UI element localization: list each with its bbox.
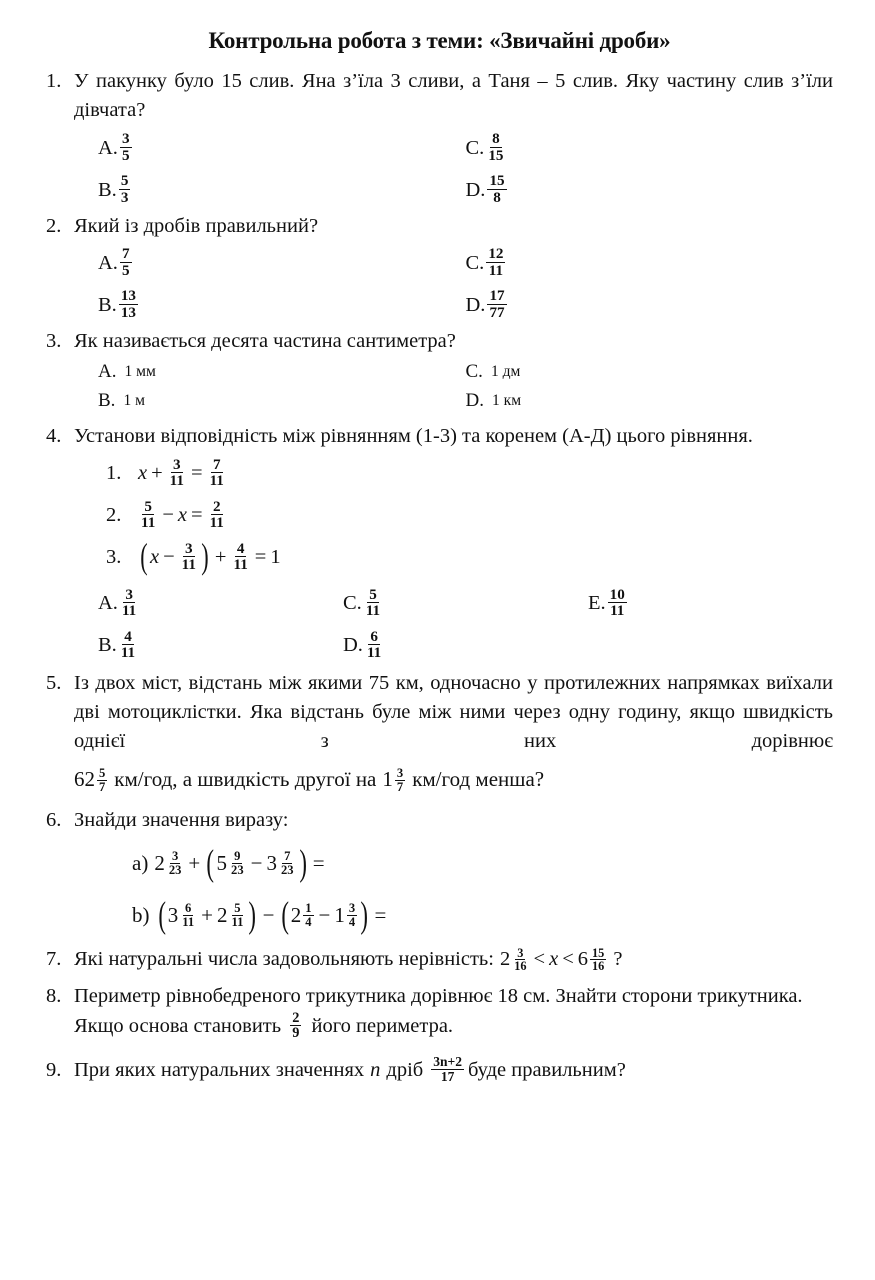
option-e[interactable] — [588, 583, 833, 625]
mixed-whole: 3 — [266, 850, 277, 875]
option-a-letter: A. — [98, 137, 118, 160]
question-2 — [46, 212, 833, 241]
left-paren: ( — [206, 841, 215, 883]
fraction-numerator: 5 — [234, 900, 241, 915]
question-7-body — [74, 945, 833, 974]
fraction-denominator: 23 — [231, 862, 244, 877]
fraction-numerator: 7 — [212, 455, 221, 473]
option-d-fraction — [487, 173, 506, 206]
term-3 — [291, 902, 315, 929]
option-b-letter: B. — [98, 179, 117, 202]
fraction-denominator: 23 — [168, 862, 182, 877]
fraction-denominator: 15 — [488, 146, 504, 164]
question-7-number: 7. — [46, 948, 62, 971]
fraction-numerator: 7 — [284, 848, 291, 863]
mixed-fraction — [347, 902, 357, 929]
fraction-numerator: 3 — [396, 765, 404, 780]
question-6-number: 6. — [46, 809, 62, 832]
fraction-numerator: 8 — [492, 130, 500, 148]
question-8-fraction — [290, 1011, 301, 1042]
question-3-number: 3. — [46, 329, 62, 352]
fraction-denominator: 11 — [169, 472, 184, 490]
operator-1: + — [201, 902, 213, 927]
fraction-denominator: 11 — [233, 556, 248, 574]
option-a-fraction — [120, 246, 132, 279]
fraction-denominator: 23 — [280, 862, 294, 877]
expression-a-label: a) — [132, 850, 149, 875]
equation-3-equals: = — [254, 546, 267, 569]
fraction-numerator: 3 — [171, 848, 179, 863]
mixed-whole: 5 — [216, 850, 228, 875]
fraction-numerator: 6 — [185, 900, 192, 915]
mixed-whole: 6 — [577, 948, 589, 971]
fraction-denominator: 7 — [396, 779, 404, 794]
expression-a — [132, 837, 833, 889]
option-d-fraction — [365, 629, 383, 662]
question-4-options — [98, 583, 833, 667]
option-c-letter: C. — [465, 361, 483, 383]
question-8-text: Периметр рівнобедреного трикутника дорівнює 18 см. Знайти сторони трикутника. Якщо основа становить — [74, 985, 803, 1037]
equation-3-rhs-value: 1 — [270, 546, 281, 569]
mixed-whole: 2 — [290, 902, 302, 927]
option-a-value: 1 мм — [124, 363, 156, 381]
option-b-letter: B. — [98, 294, 117, 317]
fraction-denominator: 16 — [592, 959, 605, 974]
question-9-text: При яких натуральних значеннях — [74, 1059, 365, 1082]
fraction-numerator: 2 — [292, 1009, 300, 1026]
fraction-numerator: 15 — [489, 172, 505, 190]
speed-second — [382, 765, 406, 795]
expression-b-equals: = — [374, 902, 387, 927]
question-5-text: Із двох міст, відстань між якими 75 км, одночасно у протилежних напрямках виїхали дві мотоциклістки. Яка відстань буле між ними через одну годину, якщо швидкість однієї з них дорівнює — [74, 671, 833, 753]
option-c[interactable] — [343, 583, 588, 625]
equation-1-operator: + — [151, 462, 163, 485]
mixed-fraction — [229, 850, 246, 877]
fraction-numerator: 3n+2 — [433, 1054, 462, 1070]
fraction-denominator: 3 — [120, 188, 129, 206]
equation-1-rhs-fraction — [208, 457, 226, 490]
fraction-denominator: 11 — [121, 602, 137, 620]
option-b-fraction — [119, 288, 138, 321]
option-d[interactable] — [343, 625, 588, 667]
question-6-text: Знайди значення виразу: — [74, 809, 289, 832]
question-8-body — [74, 982, 833, 1042]
equation-2-lhs-fraction — [139, 499, 157, 532]
mixed-whole: 62 — [74, 767, 95, 792]
option-b[interactable] — [98, 285, 466, 327]
question-7-text: Які натуральні числа задовольняють нерівність: — [74, 948, 494, 971]
expression-b — [132, 889, 833, 941]
option-a[interactable] — [98, 128, 466, 170]
fraction-denominator: 5 — [121, 146, 130, 164]
fraction-numerator: 7 — [121, 245, 130, 263]
left-paren: ( — [140, 536, 148, 577]
fraction-numerator: 6 — [370, 627, 378, 645]
fraction-denominator: 9 — [292, 1025, 300, 1042]
option-c[interactable] — [466, 128, 834, 170]
fraction-numerator: 1 — [305, 900, 312, 915]
mixed-whole: 2 — [154, 850, 165, 875]
fraction-denominator: 7 — [99, 779, 106, 794]
fraction-denominator: 11 — [209, 472, 224, 490]
mixed-fraction — [180, 902, 196, 929]
relation-1: < — [533, 948, 546, 971]
fraction-numerator: 15 — [592, 945, 605, 960]
question-9-variable: n — [370, 1059, 381, 1082]
equation-2 — [106, 495, 833, 537]
question-7-variable: x — [549, 948, 559, 971]
fraction-numerator: 2 — [212, 497, 221, 515]
question-8-text-after: його периметра. — [311, 1014, 454, 1037]
option-c[interactable] — [466, 243, 834, 285]
fraction-denominator: 77 — [489, 304, 505, 322]
fraction-numerator: 5 — [99, 765, 106, 780]
upper-bound — [578, 945, 608, 974]
mixed-fraction — [395, 767, 405, 794]
option-d-letter: D. — [465, 294, 486, 317]
question-4-equations — [106, 453, 833, 579]
mixed-whole: 3 — [167, 902, 179, 927]
fraction-numerator: 3 — [125, 585, 133, 603]
fraction-numerator: 3 — [517, 945, 524, 960]
equation-1-variable: x — [138, 462, 148, 485]
mixed-whole: 2 — [217, 902, 228, 927]
option-b-fraction — [119, 173, 131, 206]
option-a[interactable] — [98, 358, 466, 387]
option-d-value: 1 км — [491, 392, 522, 410]
fraction-numerator: 3 — [121, 130, 130, 148]
fraction-denominator: 11 — [231, 914, 244, 929]
operator-2: − — [318, 902, 331, 927]
question-4-number: 4. — [46, 424, 62, 447]
term-2 — [217, 850, 247, 877]
question-5-text-mid: км/год, а швидкість другої на — [114, 767, 377, 792]
expression-a-equals: = — [312, 850, 325, 875]
question-2-options — [98, 243, 833, 327]
equation-1-lhs-fraction — [168, 457, 186, 490]
question-3 — [46, 327, 833, 356]
fraction-denominator: 11 — [120, 644, 136, 662]
equation-1-label: 1. — [106, 462, 122, 485]
option-d-fraction — [487, 288, 506, 321]
mixed-fraction — [590, 947, 606, 974]
question-9-text-after: буде правильним? — [467, 1059, 626, 1082]
right-paren: ) — [298, 841, 307, 883]
option-b-letter: B. — [98, 634, 117, 657]
page-title: Контрольна робота з теми: «Звичайні дроби» — [208, 28, 671, 53]
relation-2: < — [562, 948, 574, 971]
equation-3-outer-fraction — [231, 541, 249, 574]
option-b[interactable] — [98, 170, 466, 212]
mixed-whole: 1 — [382, 767, 393, 792]
option-placeholder — [588, 625, 833, 667]
option-d[interactable] — [466, 285, 834, 327]
question-6 — [46, 806, 833, 835]
question-5-text-end: км/год менша? — [412, 767, 545, 792]
question-6-expressions — [132, 837, 833, 941]
option-d[interactable] — [466, 170, 834, 212]
fraction-denominator: 16 — [514, 959, 527, 974]
option-d[interactable] — [466, 387, 834, 416]
question-7-text-after: ? — [613, 948, 623, 971]
option-c-fraction — [486, 131, 505, 164]
operator-1: + — [188, 850, 201, 875]
option-c[interactable] — [466, 358, 834, 387]
mixed-fraction — [167, 850, 184, 877]
mixed-fraction — [512, 947, 528, 974]
option-c-fraction — [486, 246, 505, 279]
equation-3-inner-operator: − — [163, 546, 175, 569]
term-4 — [334, 902, 358, 929]
question-2-number: 2. — [46, 214, 62, 237]
right-paren-1: ) — [248, 893, 257, 935]
fraction-denominator: 8 — [493, 188, 501, 206]
option-e-letter: E. — [588, 592, 606, 615]
speed-first — [74, 765, 108, 795]
fraction-numerator: 12 — [488, 245, 504, 263]
option-a[interactable] — [98, 583, 343, 625]
equation-1 — [106, 453, 833, 495]
fraction-denominator: 4 — [305, 914, 312, 929]
fraction-denominator: 11 — [141, 514, 156, 532]
fraction-numerator: 3 — [348, 900, 356, 915]
option-a-fraction — [120, 587, 138, 620]
operator-2: − — [250, 850, 263, 875]
fraction-numerator: 4 — [124, 627, 132, 645]
right-paren: ) — [201, 536, 209, 577]
question-5-body — [74, 669, 833, 804]
option-a-letter: A. — [98, 592, 118, 615]
fraction-denominator: 11 — [366, 644, 382, 662]
question-3-text: Як називається десята частина сантиметра? — [74, 329, 456, 352]
fraction-denominator: 11 — [610, 602, 625, 620]
fraction-denominator: 13 — [120, 304, 136, 322]
mixed-fraction — [303, 902, 313, 929]
question-5 — [46, 669, 833, 804]
question-9-fraction — [431, 1055, 464, 1084]
question-9-body — [74, 1056, 833, 1085]
option-e-fraction — [608, 587, 627, 620]
fraction-numerator: 5 — [120, 172, 129, 190]
question-4-text: Установи відповідність між рівнянням (1-3) та коренем (А-Д) цього рівняння. — [74, 424, 753, 447]
mixed-whole: 1 — [334, 902, 345, 927]
option-d-letter: D. — [465, 390, 484, 412]
equation-3-inner-fraction — [180, 541, 198, 574]
question-8 — [46, 982, 833, 1042]
fraction-numerator: 3 — [185, 539, 193, 557]
question-1-text: У пакунку було 15 слив. Яна з’їла 3 сливи, а Таня – 5 слив. Яку частину слив з’їли дівчата? — [74, 70, 833, 122]
mixed-whole: 2 — [499, 948, 511, 971]
option-d-letter: D. — [343, 634, 363, 657]
option-d-letter: D. — [465, 179, 486, 202]
question-1-number: 1. — [46, 70, 62, 93]
question-9-text-mid: дріб — [386, 1059, 424, 1082]
question-1 — [46, 67, 833, 125]
question-9 — [46, 1056, 833, 1085]
fraction-denominator: 11 — [488, 262, 504, 280]
equation-3 — [106, 537, 833, 579]
question-5-number: 5. — [46, 671, 62, 694]
option-a-letter: A. — [98, 361, 117, 383]
question-2-text: Який із дробів правильний? — [74, 214, 319, 237]
question-1-options — [98, 128, 833, 212]
fraction-numerator: 13 — [120, 287, 136, 305]
mixed-fraction — [97, 767, 107, 794]
operator-middle: − — [262, 902, 275, 927]
fraction-numerator: 17 — [489, 287, 505, 305]
fraction-numerator: 3 — [173, 455, 181, 473]
equation-3-outer-operator: + — [214, 546, 227, 569]
option-c-letter: C. — [465, 137, 485, 160]
option-b-value: 1 м — [123, 392, 145, 410]
equation-2-rhs-fraction — [208, 499, 226, 532]
option-a-letter: A. — [98, 252, 118, 275]
fraction-denominator: 4 — [348, 914, 356, 929]
equation-2-operator: − — [162, 504, 174, 527]
fraction-numerator: 5 — [369, 585, 377, 603]
option-b[interactable] — [98, 625, 343, 667]
option-c-value: 1 дм — [490, 363, 521, 381]
equation-1-equals: = — [191, 462, 203, 485]
left-paren-2: ( — [280, 893, 289, 935]
fraction-denominator: 11 — [182, 914, 195, 929]
right-paren-2: ) — [360, 893, 369, 935]
question-5-speed-line — [74, 756, 833, 804]
term-3 — [266, 850, 296, 877]
question-4 — [46, 422, 833, 451]
mixed-fraction — [279, 850, 296, 877]
fraction-numerator: 4 — [236, 539, 245, 557]
fraction-numerator: 5 — [144, 497, 152, 515]
option-c-fraction — [364, 587, 382, 620]
fraction-numerator: 10 — [609, 585, 625, 603]
question-9-number: 9. — [46, 1059, 62, 1082]
equation-2-label: 2. — [106, 504, 122, 527]
fraction-denominator: 17 — [440, 1069, 455, 1085]
mixed-fraction — [230, 902, 246, 929]
fraction-denominator: 11 — [365, 602, 381, 620]
equation-3-variable: x — [149, 546, 160, 569]
question-3-options — [98, 358, 833, 416]
fraction-denominator: 11 — [181, 556, 196, 574]
option-a-fraction — [120, 131, 132, 164]
question-7 — [46, 945, 833, 974]
term-1 — [154, 850, 184, 877]
option-b[interactable] — [98, 387, 466, 416]
fraction-denominator: 11 — [209, 514, 224, 532]
option-a[interactable] — [98, 243, 466, 285]
question-8-number: 8. — [46, 985, 62, 1008]
equation-2-equals: = — [191, 504, 203, 527]
term-2 — [217, 902, 246, 929]
fraction-denominator: 5 — [121, 262, 130, 280]
option-c-letter: C. — [343, 592, 362, 615]
fraction-numerator: 9 — [234, 848, 241, 863]
equation-3-label: 3. — [106, 546, 122, 569]
option-b-fraction — [119, 629, 137, 662]
lower-bound — [500, 945, 530, 974]
term-1 — [168, 902, 197, 929]
option-c-letter: C. — [465, 252, 485, 275]
expression-b-label: b) — [132, 902, 150, 927]
equation-2-variable: x — [177, 504, 187, 527]
option-b-letter: B. — [98, 390, 116, 412]
left-paren-1: ( — [157, 893, 166, 935]
